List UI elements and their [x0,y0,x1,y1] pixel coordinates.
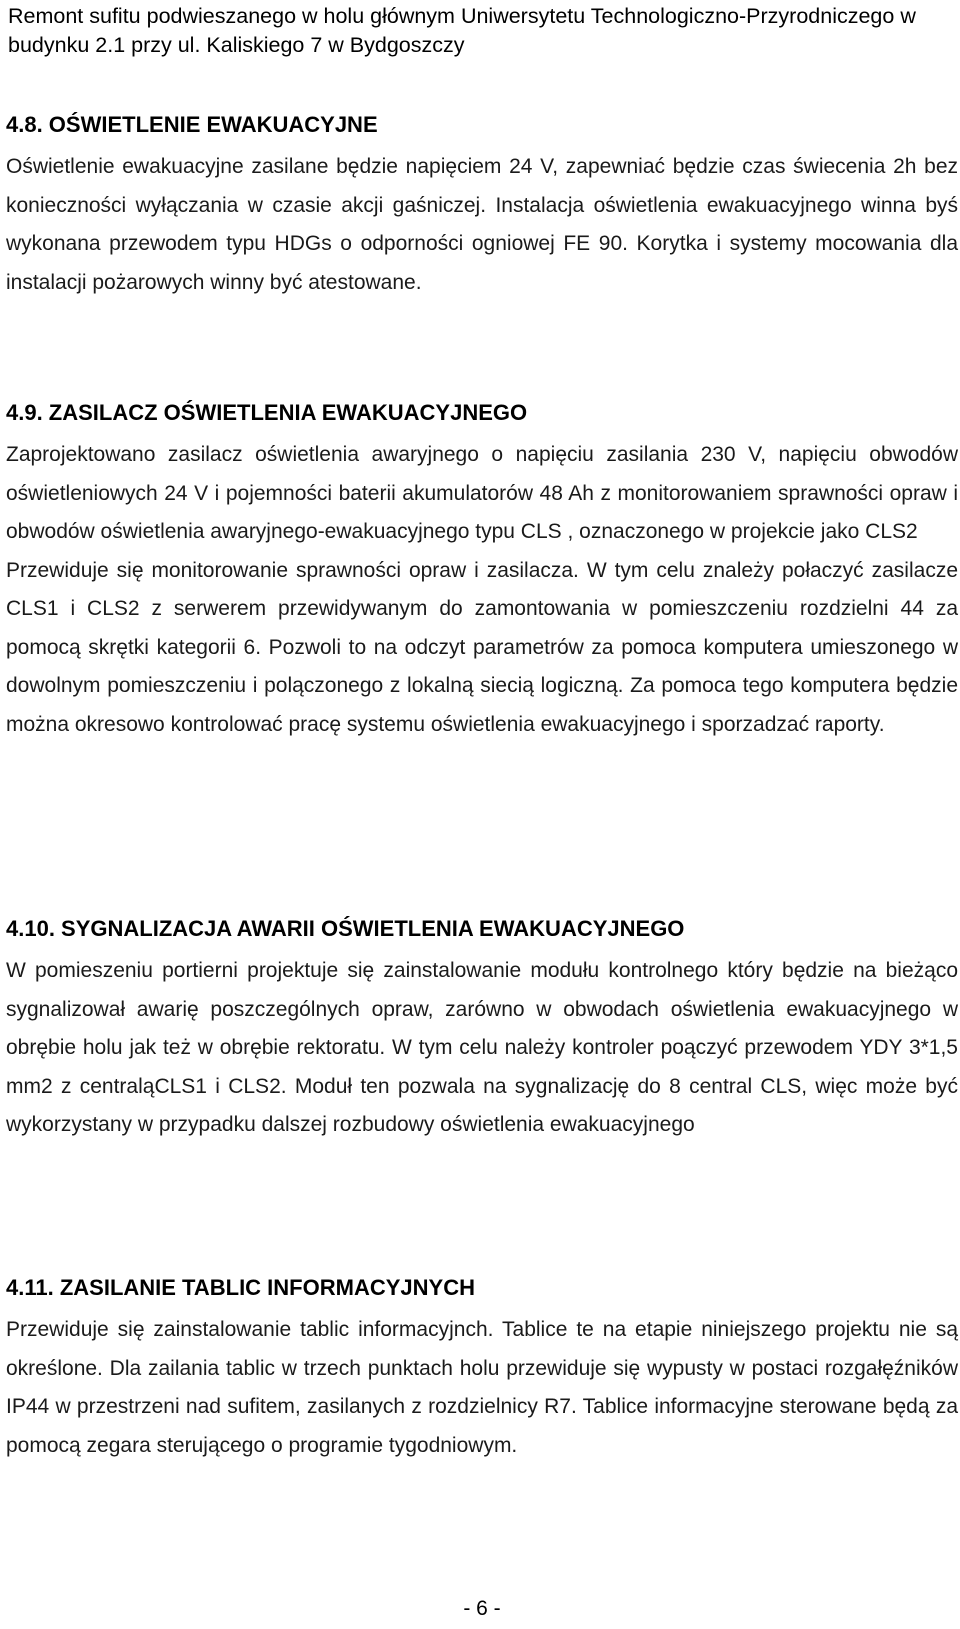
section-paragraph: Przewiduje się zainstalowanie tablic informacyjnch. Tablice te na etapie niniejszego projektu nie są określone. Dla zailania tablic w trzech punktach holu przewiduje się wypusty w postaci rozgałęźników IP44 w przestrzeni nad sufitem, zasilanych z rozdzielnicy R7. Tablice informacyjne sterowane będą za pomocą zegara sterującego o programie tygodniowym. [6,1318,958,1457]
section-paragraph: Zaprojektowano zasilacz oświetlenia awaryjnego o napięciu zasilania 230 V, napięciu obwodów oświetleniowych 24 V i pojemności baterii akumulatorów 48 Ah z monitorowaniem sprawności opraw i obwodów oświetlenia awaryjnego-ewakuacyjnego typu CLS , oznaczonego w projekcie jako CLS2 [6,443,958,543]
section-title: 4.11. ZASILANIE TABLIC INFORMACYJNYCH [6,1275,475,1300]
page-number: - 6 - [463,1597,501,1620]
section-paragraph: W pomieszeniu portierni projektuje się zainstalowanie modułu kontrolnego który będzie na bieżąco sygnalizował awarię poszczególnych opraw, zarówno w obwodach oświetlenia ewakuacyjnego w obrębie holu jak też w obrębie rektoratu. W tym celu należy kontroler poączyć przewodem YDY 3*1,5 mm2 z centraląCLS1 i CLS2. Moduł ten pozwala na sygnalizację do 8 central CLS, więc może być wykorzystany w przypadku dalszej rozbudowy oświetlenia ewakuacyjnego [6,959,958,1136]
document-page [6,0,958,1629]
section-title: 4.9. ZASILACZ OŚWIETLENIA EWAKUACYJNEGO [6,400,528,425]
section-paragraph: Oświetlenie ewakuacyjne zasilane będzie napięciem 24 V, zapewniać będzie czas świecenia 2h bez konieczności wyłączania w czasie akcji gaśniczej. Instalacja oświetlenia ewakuacyjnego winna byś wykonana przewodem typu HDGs o odporności ogniowej FE 90. Korytka i systemy mocowania dla instalacji pożarowych winny być atestowane. [6,155,958,294]
section-title: 4.10. SYGNALIZACJA AWARII OŚWIETLENIA EWAKUACYJNEGO [6,916,685,941]
section-4-9 [6,400,958,744]
document-header: Remont sufitu podwieszanego w holu głównym Uniwersytetu Technologiczno-Przyrodniczego w budynku 2.1 przy ul. Kaliskiego 7 w Bydgoszczy [8,4,916,57]
section-4-8 [6,112,958,302]
section-4-10 [6,916,958,1145]
section-paragraph: Przewiduje się monitorowanie sprawności opraw i zasilacza. W tym celu znależy połaczyć zasilacze CLS1 i CLS2 z serwerem przewidywanym do zamontowania w pomieszczeniu rozdzielni 44 za pomocą skrętki kategorii 6. Pozwoli to na odczyt parametrów za pomoca komputera umieszonego w dowolnym pomieszczeniu i polączonego z lokalną siecią logiczną. Za pomoca tego komputera będzie można okresowo kontrolować pracę systemu oświetlenia ewakuacyjnego i sporzadzać raporty. [6,558,958,736]
section-4-11 [6,1275,958,1465]
section-title: 4.8. OŚWIETLENIE EWAKUACYJNE [6,112,378,137]
